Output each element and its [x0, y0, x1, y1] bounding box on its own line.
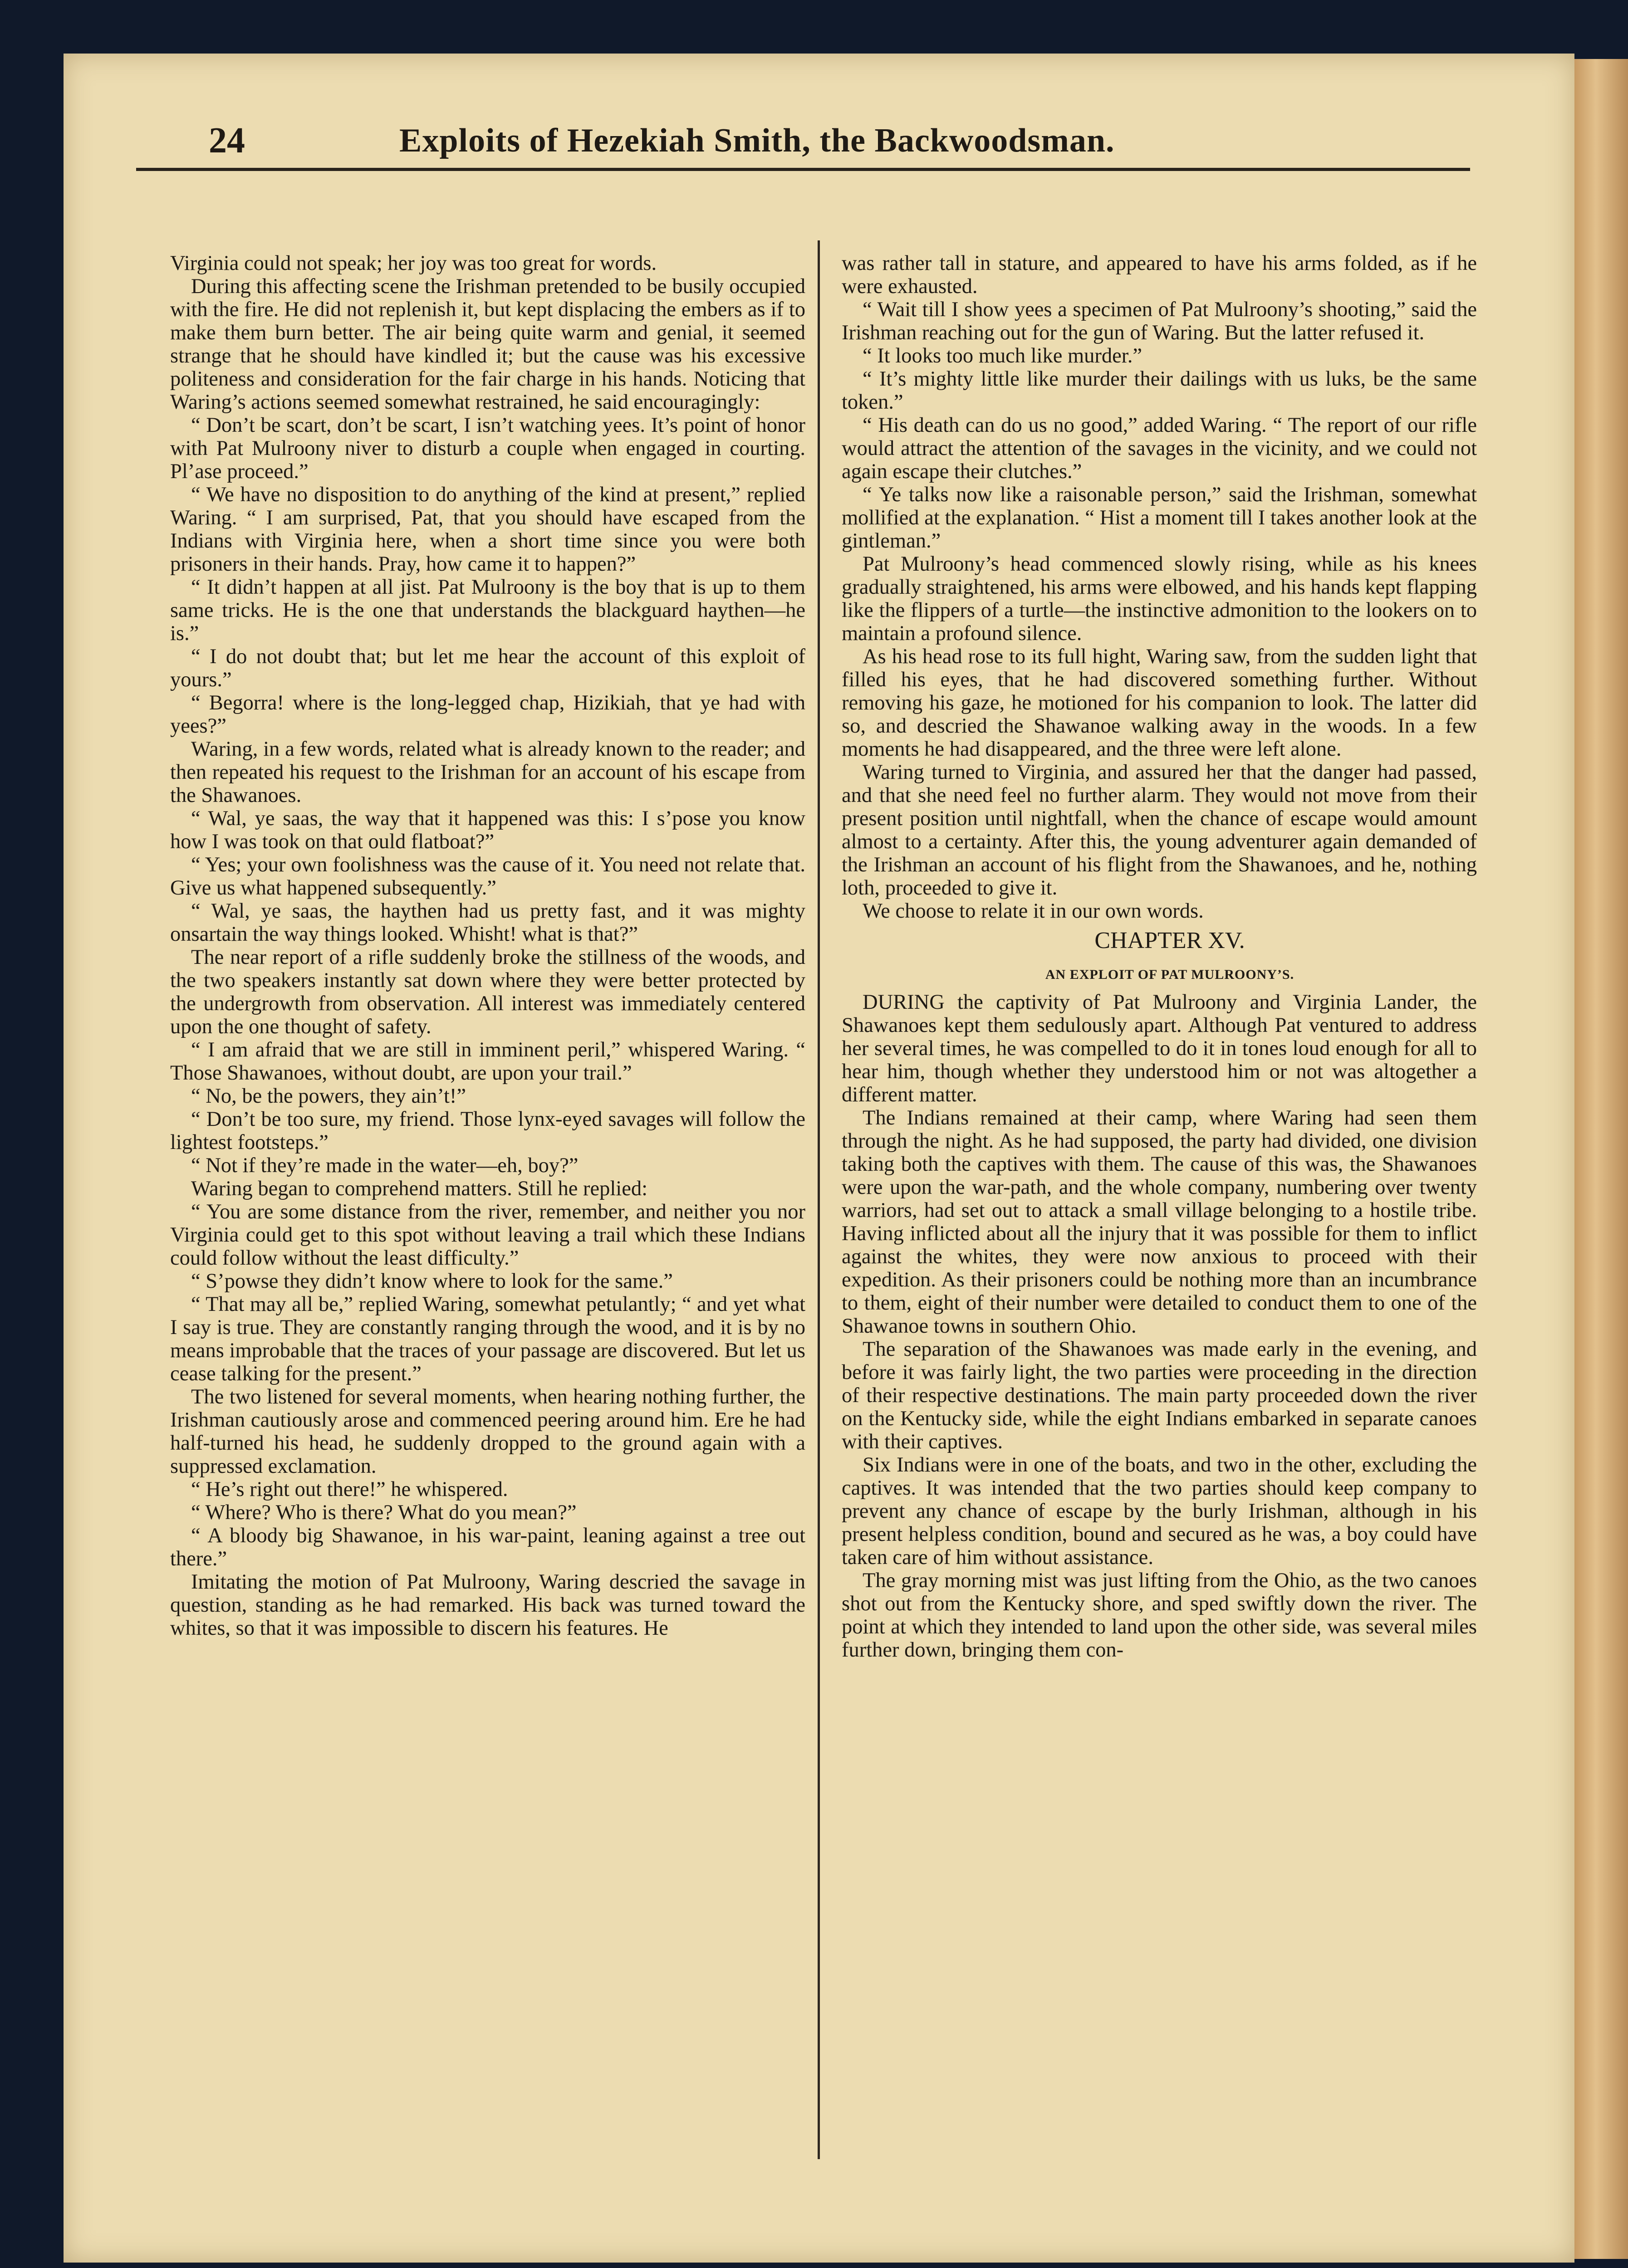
paragraph: “ His death can do us no good,” added Waring. “ The report of our rifle would attract the attention of the savages in the vicinity, and we could not again escape their clutches.”	[842, 414, 1477, 483]
paragraph: Waring, in a few words, related what is already known to the reader; and then repeated his request to the Irishman for an account of his escape from the Shawanoes.	[170, 738, 805, 807]
paragraph: The separation of the Shawanoes was made early in the evening, and before it was fairly light, the two parties were proceeding in the direction of their respective destinations. The main party proceeded down the river on the Kentucky side, while the eight Indians embarked in separate canoes with their captives.	[842, 1338, 1477, 1453]
running-title: Exploits of Hezekiah Smith, the Backwoodsman.	[399, 122, 1115, 159]
paragraph: “ Don’t be too sure, my friend. Those lynx-eyed savages will follow the lightest footsteps.”	[170, 1108, 805, 1154]
paragraph: The near report of a rifle suddenly broke the stillness of the woods, and the two speakers instantly sat down where they were better protected by the undergrowth from observation. All interest was immediately centered upon the one thought of safety.	[170, 946, 805, 1038]
paragraph: During this affecting scene the Irishman pretended to be busily occupied with the fire. He did not replenish it, but kept displacing the embers as if to make them burn better. The air being quite warm and genial, it seemed strange that he should have kindled it; but the cause was his excessive politeness and consideration for the fair charge in his hands. Noticing that Waring’s actions seemed somewhat restrained, he said encouragingly:	[170, 275, 805, 414]
paragraph: “ S’powse they didn’t know where to look for the same.”	[191, 1270, 673, 1293]
paragraph: “ That may all be,” replied Waring, somewhat petulantly; “ and yet what I say is true. They are constantly ranging through the wood, and it is by no means improbable that the traces of your passage are discovered. But let us cease talking for the present.”	[170, 1293, 805, 1385]
paragraph: “ Don’t be scart, don’t be scart, I isn’t watching yees. It’s point of honor with Pat Mulroony niver to disturb a couple when engaged in courting. Pl’ase proceed.”	[170, 414, 805, 483]
chapter-subtitle: AN EXPLOIT OF PAT MULROONY’S.	[1045, 967, 1295, 982]
paragraph: “ A bloody big Shawanoe, in his war-paint, leaning against a tree out there.”	[170, 1524, 805, 1570]
right-column	[842, 252, 1477, 2161]
paragraph: The two listened for several moments, when hearing nothing further, the Irishman cautiously arose and commenced peering around him. Ere he had half-turned his head, he suddenly dropped to the ground again with a suppressed exclamation.	[170, 1385, 805, 1478]
paragraph: “ We have no disposition to do anything of the kind at present,” replied Waring. “ I am surprised, Pat, that you should have escaped from the Indians with Virginia here, when a short time since you were both prisoners in their hands. Pray, how came it to happen?”	[170, 483, 805, 576]
paragraph: Six Indians were in one of the boats, and two in the other, excluding the captives. It was intended that the two parties should keep company to prevent any chance of escape by the burly Irishman, although in his present helpless condition, bound and secured as he was, a boy could have taken care of him without assistance.	[842, 1453, 1477, 1569]
paragraph: “ Yes; your own foolishness was the cause of it. You need not relate that. Give us what happened subsequently.”	[170, 853, 805, 899]
paragraph: “ No, be the powers, they ain’t!”	[191, 1085, 466, 1108]
paragraph: We choose to relate it in our own words.	[863, 899, 1204, 923]
paragraph: “ Ye talks now like a raisonable person,” said the Irishman, somewhat mollified at the explanation. “ Hist a moment till I takes another look at the gintleman.”	[842, 483, 1477, 552]
adjacent-page-edge	[1574, 59, 1628, 2259]
paragraph: “ It looks too much like murder.”	[863, 344, 1142, 367]
left-column	[170, 252, 805, 2161]
paragraph: “ I am afraid that we are still in imminent peril,” whispered Waring. “ Those Shawanoes, without doubt, are upon your trail.”	[170, 1038, 805, 1085]
paragraph: was rather tall in stature, and appeared to have his arms folded, as if he were exhausted.	[842, 252, 1477, 298]
paragraph: DURING the captivity of Pat Mulroony and Virginia Lander, the Shawanoes kept them sedulously apart. Although Pat ventured to address her several times, he was compelled to do it in tones loud enough for all to hear him, though whether they understood him or not was altogether a different matter.	[842, 991, 1477, 1106]
paragraph: “ Where? Who is there? What do you mean?”	[191, 1501, 577, 1524]
paragraph: Virginia could not speak; her joy was too great for words.	[170, 252, 657, 275]
paragraph: Pat Mulroony’s head commenced slowly rising, while as his knees gradually straightened, his arms were elbowed, and his hands kept flapping like the flippers of a turtle—the instinctive admonition to the lookers on to maintain a profound silence.	[842, 552, 1477, 645]
paragraph: “ It’s mighty little like murder their dailings with us luks, be the same token.”	[842, 367, 1477, 414]
paragraph: “ Wal, ye saas, the haythen had us pretty fast, and it was mighty onsartain the way things looked. Whisht! what is that?”	[170, 899, 805, 946]
paragraph: “ He’s right out there!” he whispered.	[191, 1478, 508, 1501]
paragraph: “ It didn’t happen at all jist. Pat Mulroony is the boy that is up to them same tricks. He is the one that understands the blackguard haythen—he is.”	[170, 576, 805, 645]
paragraph: Waring turned to Virginia, and assured her that the danger had passed, and that she need feel no further alarm. They would not move from their present position until nightfall, when the chance of escape would amount almost to a certainty. After this, the young adventurer again demanded of the Irishman an account of his flight from the Shawanoes, and he, nothing loth, proceeded to give it.	[842, 761, 1477, 899]
page-number: 24	[209, 121, 245, 161]
paragraph: The gray morning mist was just lifting from the Ohio, as the two canoes shot out from the Kentucky shore, and sped swiftly down the river. The point at which they intended to land upon the other side, was several miles further down, bringing them con-	[842, 1569, 1477, 1662]
paragraph: The Indians remained at their camp, where Waring had seen them through the night. As he had supposed, the party had divided, one division taking both the captives with them. The cause of this was, the Shawanoes were upon the war-path, and the whole company, numbering over twenty warriors, had set out to attack a small village belonging to a hostile tribe. Having inflicted about all the injury that it was possible for them to inflict against the whites, they were now anxious to proceed with their expedition. As their prisoners could be nothing more than an incumbrance to them, eight of their number were detailed to conduct them to one of the Shawanoe towns in southern Ohio.	[842, 1106, 1477, 1338]
paragraph: Imitating the motion of Pat Mulroony, Waring descried the savage in question, standing as he had remarked. His back was turned toward the whites, so that it was impossible to discern his features. He	[170, 1570, 805, 1640]
paragraph: “ Not if they’re made in the water—eh, boy?”	[191, 1154, 579, 1177]
paragraph: Waring began to comprehend matters. Still he replied:	[191, 1177, 648, 1200]
paragraph: “ You are some distance from the river, remember, and neither you nor Virginia could get to this spot without leaving a trail which these Indians could follow without the least difficulty.”	[170, 1200, 805, 1270]
chapter-title: CHAPTER XV.	[1094, 928, 1245, 953]
paragraph: “ Begorra! where is the long-legged chap, Hizikiah, that ye had with yees?”	[170, 691, 805, 738]
column-divider	[818, 240, 820, 2159]
paragraph: As his head rose to its full hight, Waring saw, from the sudden light that filled his eyes, that he had discovered something further. Without removing his gaze, he motioned for his companion to look. The latter did so, and descried the Shawanoe walking away in the woods. In a few moments he had disappeared, and the three were left alone.	[842, 645, 1477, 761]
page-header	[136, 113, 1470, 171]
paragraph: “ Wait till I show yees a specimen of Pat Mulroony’s shooting,” said the Irishman reaching out for the gun of Waring. But the latter refused it.	[842, 298, 1477, 344]
paragraph: “ I do not doubt that; but let me hear the account of this exploit of yours.”	[170, 645, 805, 691]
paragraph: “ Wal, ye saas, the way that it happened was this: I s’pose you know how I was took on that ould flatboat?”	[170, 807, 805, 853]
